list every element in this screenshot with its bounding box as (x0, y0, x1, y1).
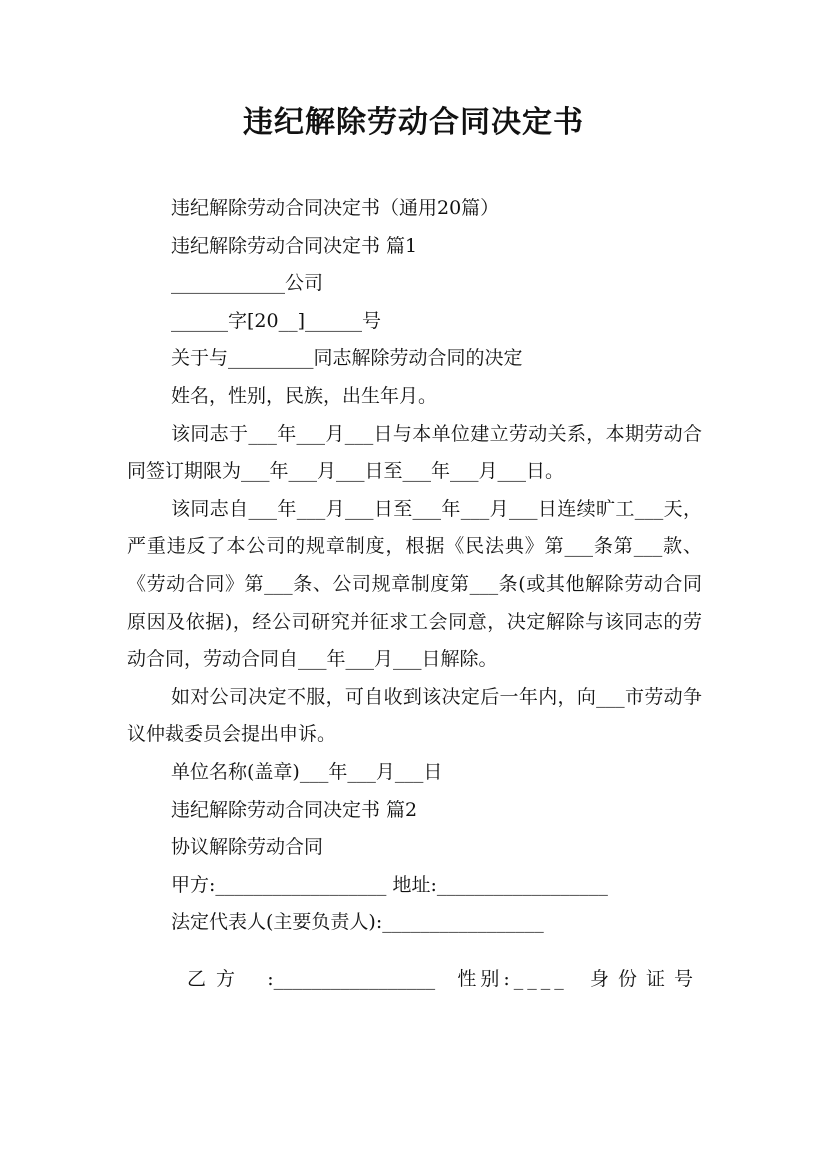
gender-field: 性别:____ (457, 967, 568, 990)
collection-heading: 违纪解除劳动合同决定书（通用20篇） (171, 197, 500, 219)
document-title: 违纪解除劳动合同决定书 (243, 105, 584, 140)
party-b-label: 乙方 (187, 967, 246, 990)
decision-subject-line: 关于与_________同志解除劳动合同的决定 (171, 347, 523, 370)
party-b-line (127, 961, 702, 999)
section-heading-2: 违纪解除劳动合同决定书 篇2 (171, 798, 418, 821)
id-number-label: 身份证号 (589, 967, 702, 990)
document-body (127, 190, 702, 1017)
agreement-heading: 协议解除劳动合同 (171, 836, 324, 859)
party-b-blank: :_________________ (267, 967, 436, 990)
violation-paragraph: 该同志自___年___月___日至___年___月___日连续旷工___天，严重违反了本公司的规章制度，根据《民法典》第___条第___款、《劳动合同》第___条、公司规章制度第___条(或其他解除劳动合同原因及依据)，经公司研究并征求工会同意，决定解除与该同志的劳动合同，劳动合同自___年___月___日解除。 (127, 497, 702, 671)
party-a-line: 甲方:__________________ 地址:__________________ (171, 873, 608, 896)
section-heading-1: 违纪解除劳动合同决定书 篇1 (171, 234, 418, 257)
signature-line: 单位名称(盖章)___年___月___日 (171, 760, 443, 783)
document-number-line: ______字[20__]______号 (171, 309, 382, 332)
appeal-paragraph: 如对公司决定不服，可自收到该决定后一年内，向___市劳动争议仲裁委员会提出申诉。 (127, 685, 702, 746)
legal-rep-line: 法定代表人(主要负责人):_________________ (171, 911, 544, 934)
employment-paragraph: 该同志于___年___月___日与本单位建立劳动关系，本期劳动合同签订期限为___年___月___日至___年___月___日。 (127, 422, 702, 483)
personal-info-line: 姓名，性别，民族，出生年月。 (171, 384, 438, 407)
company-name-line: ____________公司 (171, 272, 324, 295)
